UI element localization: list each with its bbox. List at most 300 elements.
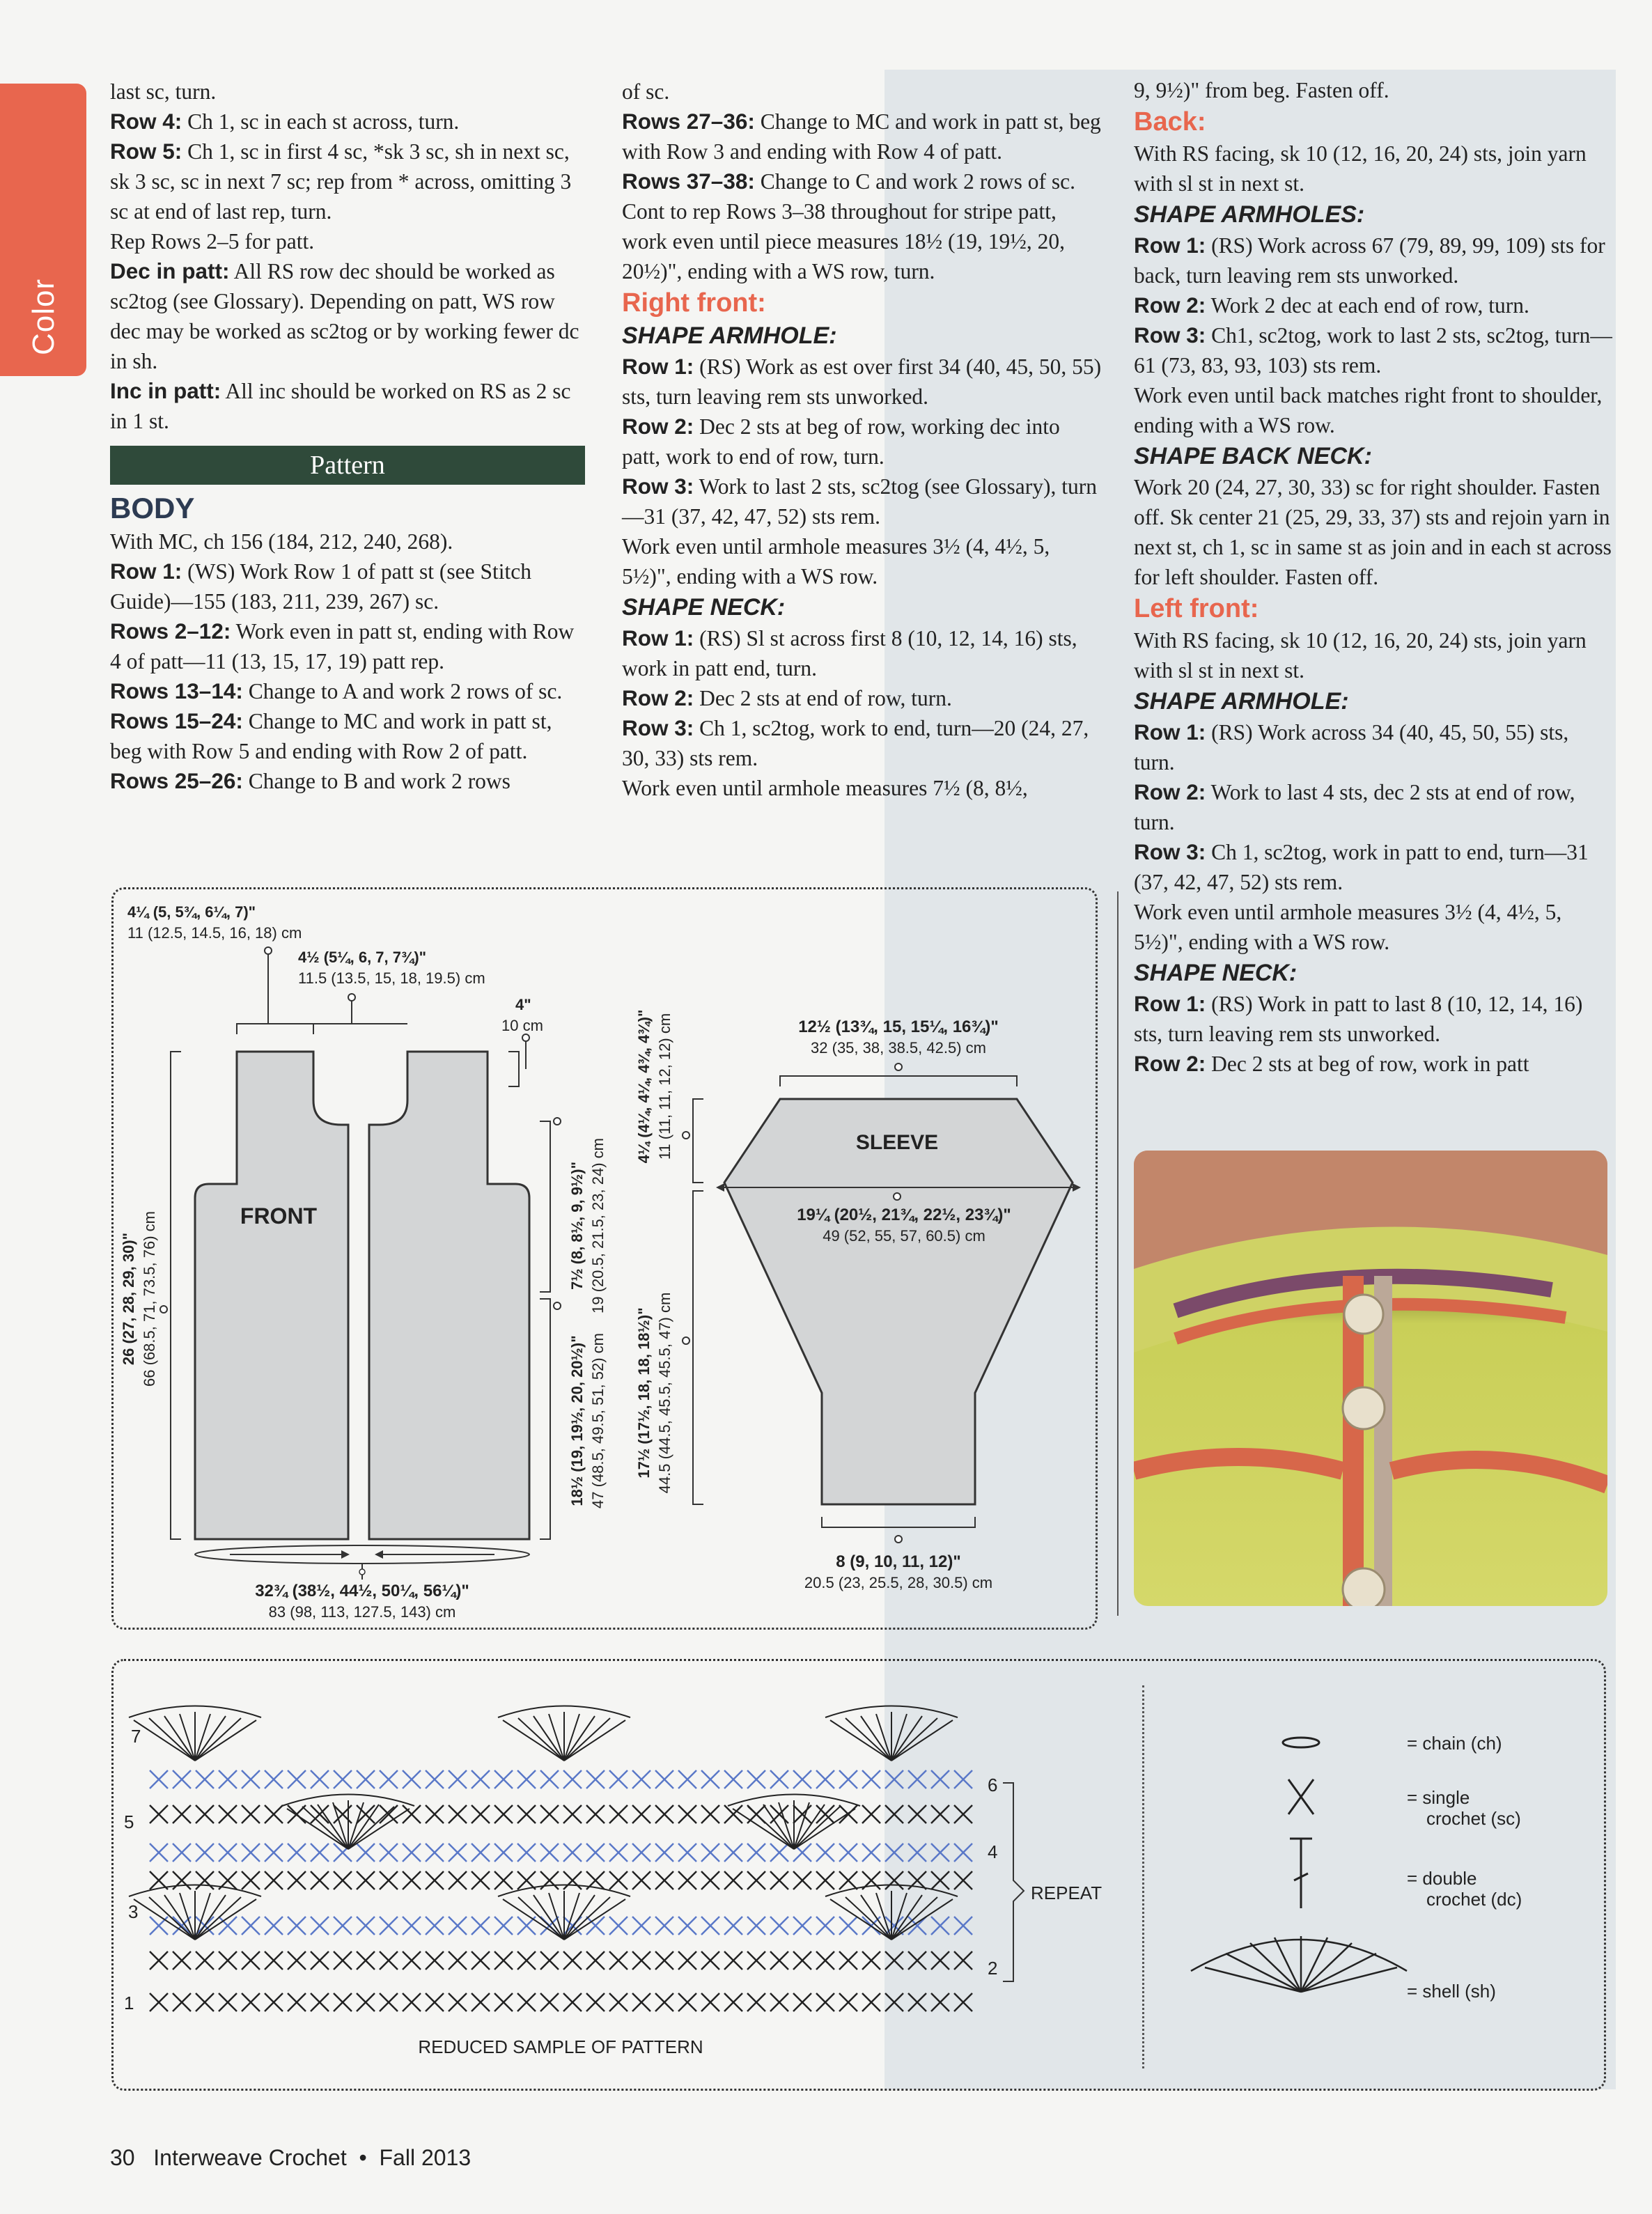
sc-stitch-mark: [839, 1843, 857, 1862]
sc-stitch-mark: [954, 1871, 972, 1889]
sc-stitch-mark: [449, 1843, 467, 1862]
length-measure-cm: 66 (68.5, 71, 73.5, 76) cm: [141, 1211, 158, 1387]
sc-stitch-mark: [954, 1917, 972, 1935]
sc-stitch-mark: [862, 1805, 880, 1823]
sc-stitch-mark: [265, 1993, 283, 2011]
sc-stitch-mark: [747, 1770, 765, 1788]
row-text: Work 2 dec at each end of row, turn.: [1206, 293, 1529, 318]
sc-stitch-mark: [862, 1993, 880, 2011]
row-label: Row 1:: [1134, 719, 1206, 745]
cap-measure: 4¼ (4¼, 4¼, 4¾, 4¾)": [635, 1009, 653, 1164]
sc-stitch-mark: [334, 1770, 352, 1788]
sc-stitch-mark: [426, 1951, 444, 1970]
text-line: 9, 9½)" from beg. Fasten off.: [1134, 78, 1389, 102]
sc-stitch-mark: [426, 1917, 444, 1935]
row-label: Dec in patt:: [110, 258, 230, 283]
sc-stitch-mark: [908, 1805, 926, 1823]
bust-measure-cm: 83 (98, 113, 127.5, 143) cm: [268, 1603, 456, 1621]
row-label: Row 1:: [622, 354, 694, 379]
sc-stitch-mark: [839, 1917, 857, 1935]
sc-stitch-mark: [494, 1843, 513, 1862]
sc-stitch-mark: [357, 1993, 375, 2011]
shoulder-measure-cm: 11 (12.5, 14.5, 16, 18) cm: [127, 924, 302, 942]
sc-stitch-mark: [449, 1770, 467, 1788]
sc-stitch-mark: [586, 1993, 605, 2011]
sc-stitch-mark: [334, 1951, 352, 1970]
sc-stitch-mark: [449, 1871, 467, 1889]
sc-stitch-mark: [724, 1805, 742, 1823]
sc-stitch-mark: [173, 1951, 191, 1970]
row-text: All RS row dec should be worked as sc2tog (see Glossary). Depending on patt, WS row dec may be worked as sc2tog or by working fewer dc in sh.: [110, 259, 579, 373]
sc-stitch-mark: [380, 1871, 398, 1889]
sc-stitch-mark: [242, 1805, 260, 1823]
row-label: Row 1:: [622, 625, 694, 650]
sc-stitch-mark: [747, 1871, 765, 1889]
row-text: Change to MC and work in patt st, beg with Row 5 and ending with Row 2 of patt.: [110, 709, 552, 763]
sc-stitch-mark: [678, 1871, 696, 1889]
sc-stitch-mark: [609, 1951, 628, 1970]
sc-stitch-mark: [334, 1993, 352, 2011]
sc-stitch-mark: [219, 1993, 237, 2011]
sc-stitch-mark: [954, 1993, 972, 2011]
neck-measure-cm: 11.5 (13.5, 15, 18, 19.5) cm: [298, 969, 485, 987]
sleevelength-measure: 17½ (17½, 18, 18, 18½)": [635, 1307, 653, 1479]
sc-stitch-mark: [862, 1951, 880, 1970]
shell-stitch-mark: [282, 1795, 414, 1850]
sc-stitch-mark: [678, 1917, 696, 1935]
sc-stitch-mark: [586, 1770, 605, 1788]
sc-stitch-mark: [563, 1843, 582, 1862]
sc-stitch-mark: [931, 1917, 949, 1935]
sc-stitch-mark: [701, 1917, 719, 1935]
cap-measure-cm: 11 (11, 11, 12, 12) cm: [656, 1013, 673, 1160]
sc-stitch-mark: [793, 1770, 811, 1788]
sc-stitch-mark: [862, 1770, 880, 1788]
sc-stitch-mark: [242, 1770, 260, 1788]
sc-stitch-mark: [288, 1770, 306, 1788]
sc-stitch-mark: [724, 1951, 742, 1970]
sc-stitch-mark: [724, 1871, 742, 1889]
sc-stitch-mark: [311, 1951, 329, 1970]
sc-stitch-mark: [311, 1871, 329, 1889]
sc-stitch-mark: [242, 1871, 260, 1889]
sc-stitch-mark: [655, 1951, 673, 1970]
sc-stitch-mark: [265, 1871, 283, 1889]
chain-icon: [1283, 1738, 1319, 1747]
text-line: Work even until back matches right front to shoulder, ending with a WS row.: [1134, 383, 1603, 437]
sc-stitch-mark: [403, 1843, 421, 1862]
repeat-bracket: [1003, 1783, 1024, 1981]
sc-stitch-mark: [931, 1770, 949, 1788]
sc-stitch-mark: [609, 1805, 628, 1823]
neckdepth-measure: 4": [515, 996, 531, 1013]
text-line: With MC, ch 156 (184, 212, 240, 268).: [110, 529, 453, 554]
sleeve-label: SLEEVE: [855, 1131, 939, 1154]
sc-stitch-mark: [380, 1843, 398, 1862]
sc-stitch-mark: [885, 1843, 903, 1862]
legend-shell: = shell (sh): [1407, 1981, 1496, 2002]
row-text: Ch1, sc2tog, work to last 2 sts, sc2tog, turn—61 (73, 83, 93, 103) sts rem.: [1134, 323, 1612, 377]
row-text: Change to B and work 2 rows: [242, 769, 511, 793]
row-text: Dec 2 sts at end of row, turn.: [694, 686, 952, 710]
sc-stitch-mark: [242, 1951, 260, 1970]
row-label: Row 5:: [110, 139, 182, 164]
row-label: Row 3:: [1134, 322, 1206, 348]
sc-stitch-mark: [150, 1770, 168, 1788]
sc-stitch-mark: [793, 1951, 811, 1970]
sc-stitch-mark: [609, 1871, 628, 1889]
sc-stitch-mark: [288, 1951, 306, 1970]
text-line: With RS facing, sk 10 (12, 16, 20, 24) sts, join yarn with sl st in next st.: [1134, 141, 1587, 196]
sc-stitch-mark: [196, 1770, 214, 1788]
sc-stitch-mark: [908, 1917, 926, 1935]
sc-stitch-mark: [494, 1805, 513, 1823]
row-text: Ch 1, sc in first 4 sc, *sk 3 sc, sh in next sc, sk 3 sc, sc in next 7 sc; rep from * across, omitting 3 sc at end of last rep, turn.: [110, 139, 572, 224]
sc-stitch-mark: [403, 1871, 421, 1889]
row-label: Rows 25–26:: [110, 768, 243, 793]
sc-stitch-mark: [954, 1805, 972, 1823]
row-label: Row 3:: [1134, 839, 1206, 864]
page-footer: [110, 2145, 471, 2171]
row-label: Row 2:: [622, 414, 694, 439]
shoulder-measure: 4¼ (5, 5¾, 6¼, 7)": [127, 903, 256, 921]
sc-stitch-mark: [839, 1770, 857, 1788]
sc-stitch-mark: [609, 1917, 628, 1935]
sc-stitch-mark: [563, 1993, 582, 2011]
sc-stitch-mark: [196, 1871, 214, 1889]
sc-stitch-mark: [632, 1993, 650, 2011]
sc-stitch-mark: [678, 1993, 696, 2011]
sc-stitch-mark: [609, 1993, 628, 2011]
sc-stitch-mark: [632, 1917, 650, 1935]
row-label: Row 3:: [622, 715, 694, 740]
sc-stitch-mark: [380, 1993, 398, 2011]
sc-stitch-mark: [265, 1770, 283, 1788]
legend-sc: crochet (sc): [1426, 1808, 1521, 1829]
text-line: Work 20 (24, 27, 30, 33) sc for right shoulder. Fasten off. Sk center 21 (25, 29, 33, 37) sts and rejoin yarn in next st, ch 1, sc in same st as join and in each st across for left shoulder. Fasten off.: [1134, 475, 1612, 589]
sc-stitch-mark: [196, 1951, 214, 1970]
row-number: 5: [124, 1811, 134, 1832]
sc-stitch-mark: [517, 1951, 536, 1970]
row-label: Rows 15–24:: [110, 708, 243, 733]
neck-measure: 4½ (5¼, 6, 7, 7¾)": [298, 949, 427, 966]
sc-stitch-mark: [242, 1917, 260, 1935]
sc-stitch-mark: [403, 1993, 421, 2011]
sc-stitch-mark: [885, 1951, 903, 1970]
row-number: 7: [131, 1726, 141, 1747]
sc-stitch-mark: [609, 1770, 628, 1788]
sc-stitch-mark: [747, 1843, 765, 1862]
sc-stitch-mark: [954, 1843, 972, 1862]
sc-stitch-mark: [196, 1805, 214, 1823]
subsection-heading: SHAPE NECK:: [1134, 960, 1298, 986]
sc-stitch-mark: [472, 1871, 490, 1889]
sc-stitch-mark: [517, 1993, 536, 2011]
dc-icon: [1290, 1839, 1312, 1908]
sc-stitch-mark: [655, 1770, 673, 1788]
length-measure: 26 (27, 28, 29, 30)": [120, 1232, 137, 1366]
sc-stitch-mark: [839, 1871, 857, 1889]
sc-stitch-mark: [426, 1770, 444, 1788]
sc-stitch-mark: [357, 1770, 375, 1788]
sc-stitch-mark: [632, 1951, 650, 1970]
sc-stitch-mark: [380, 1951, 398, 1970]
row-label: Row 3:: [622, 474, 694, 499]
sc-stitch-mark: [357, 1951, 375, 1970]
sc-stitch-mark: [885, 1805, 903, 1823]
text-line: last sc, turn.: [110, 79, 217, 104]
sc-stitch-mark: [173, 1871, 191, 1889]
row-label: Row 1:: [1134, 233, 1206, 258]
sc-stitch-mark: [403, 1770, 421, 1788]
sc-stitch-mark: [494, 1770, 513, 1788]
sc-stitch-mark: [885, 1871, 903, 1889]
sc-stitch-mark: [219, 1770, 237, 1788]
sc-stitch-mark: [150, 1951, 168, 1970]
sc-stitch-mark: [816, 1993, 834, 2011]
sc-stitch-mark: [908, 1951, 926, 1970]
section-heading: Right front:: [622, 288, 766, 318]
sc-stitch-mark: [839, 1805, 857, 1823]
sc-stitch-mark: [724, 1993, 742, 2011]
sc-stitch-mark: [586, 1843, 605, 1862]
sc-stitch-mark: [288, 1993, 306, 2011]
sc-stitch-mark: [150, 1993, 168, 2011]
sc-stitch-mark: [494, 1871, 513, 1889]
sc-stitch-mark: [770, 1871, 788, 1889]
row-text: Work to last 4 sts, dec 2 sts at end of row, turn.: [1134, 780, 1575, 834]
sc-stitch-mark: [403, 1951, 421, 1970]
sc-stitch-mark: [517, 1770, 536, 1788]
sc-stitch-mark: [150, 1843, 168, 1862]
sc-stitch-mark: [517, 1843, 536, 1862]
row-text: (RS) Work across 67 (79, 89, 99, 109) sts for back, turn leaving rem sts unworked.: [1134, 233, 1605, 288]
shell-icon: [1191, 1936, 1407, 1992]
sc-stitch-mark: [839, 1951, 857, 1970]
page-number: 30: [110, 2145, 135, 2170]
sc-stitch-mark: [701, 1843, 719, 1862]
legend-sc: = single: [1407, 1787, 1470, 1808]
sc-stitch-mark: [540, 1843, 559, 1862]
sc-stitch-mark: [426, 1805, 444, 1823]
row-text: (RS) Work in patt to last 8 (10, 12, 14, 16) sts, turn leaving rem sts unworked.: [1134, 992, 1583, 1046]
row-label: Rows 13–14:: [110, 678, 243, 703]
sc-stitch-mark: [793, 1993, 811, 2011]
sc-stitch-mark: [472, 1843, 490, 1862]
sc-stitch-mark: [449, 1951, 467, 1970]
text-line: Work even until armhole measures 3½ (4, 4½, 5, 5½)", ending with a WS row.: [622, 534, 1050, 588]
sc-stitch-mark: [173, 1993, 191, 2011]
section-heading: Left front:: [1134, 594, 1259, 623]
subsection-heading: SHAPE NECK:: [622, 594, 786, 621]
sc-stitch-mark: [908, 1993, 926, 2011]
sc-stitch-mark: [931, 1993, 949, 2011]
row-text: Change to MC and work in patt st, beg with Row 3 and ending with Row 4 of patt.: [622, 109, 1101, 164]
sc-icon: [1288, 1779, 1314, 1814]
sc-stitch-mark: [219, 1951, 237, 1970]
sc-stitch-mark: [747, 1951, 765, 1970]
row-text: Work to last 2 sts, sc2tog (see Glossary), turn—31 (37, 42, 47, 52) sts rem.: [622, 474, 1097, 529]
sc-stitch-mark: [655, 1917, 673, 1935]
sc-stitch-mark: [517, 1871, 536, 1889]
issue-date: Fall 2013: [379, 2145, 472, 2170]
sc-stitch-mark: [885, 1993, 903, 2011]
sc-stitch-mark: [563, 1951, 582, 1970]
sc-stitch-mark: [632, 1770, 650, 1788]
sc-stitch-mark: [747, 1993, 765, 2011]
sc-stitch-mark: [311, 1917, 329, 1935]
sc-stitch-mark: [770, 1917, 788, 1935]
sc-stitch-mark: [265, 1843, 283, 1862]
bodylength-measure: 18½ (19, 19½, 20, 20½)": [568, 1335, 586, 1506]
sc-stitch-mark: [816, 1917, 834, 1935]
repeat-label: REPEAT: [1031, 1882, 1102, 1903]
sc-stitch-mark: [219, 1917, 237, 1935]
row-text: Work even in patt st, ending with Row 4 of patt—11 (13, 15, 17, 19) patt rep.: [110, 619, 575, 673]
row-label: Row 1:: [1134, 991, 1206, 1016]
sc-stitch-mark: [219, 1843, 237, 1862]
sc-stitch-mark: [931, 1843, 949, 1862]
row-label: Row 2:: [1134, 779, 1206, 804]
sleevetop-measure: 12½ (13¾, 15, 15¼, 16¾)": [798, 1018, 999, 1036]
upperarm-measure: 19¼ (20½, 21¾, 22½, 23¾)": [797, 1206, 1011, 1224]
armhole-measure: 7½ (8, 8½, 9, 9½)": [568, 1161, 586, 1291]
footer-bullet: •: [359, 2145, 367, 2170]
sc-stitch-mark: [494, 1951, 513, 1970]
sc-stitch-mark: [472, 1805, 490, 1823]
sc-stitch-mark: [449, 1917, 467, 1935]
sc-stitch-mark: [288, 1871, 306, 1889]
sc-stitch-mark: [472, 1993, 490, 2011]
row-text: (WS) Work Row 1 of patt st (see Stitch Guide)—155 (183, 211, 239, 267) sc.: [110, 559, 531, 614]
sc-stitch-mark: [632, 1843, 650, 1862]
sc-stitch-mark: [196, 1843, 214, 1862]
legend-chain: = chain (ch): [1407, 1733, 1502, 1754]
sleevelength-measure-cm: 44.5 (44.5, 45.5, 45.5, 47) cm: [656, 1292, 673, 1494]
section-heading: BODY: [110, 492, 195, 524]
sc-stitch-mark: [931, 1951, 949, 1970]
sc-stitch-mark: [494, 1993, 513, 2011]
row-label: Row 1:: [110, 559, 182, 584]
sc-stitch-mark: [701, 1951, 719, 1970]
sc-stitch-mark: [563, 1770, 582, 1788]
sc-stitch-mark: [701, 1871, 719, 1889]
armhole-measure-cm: 19 (20.5, 21.5, 23, 24) cm: [589, 1138, 607, 1313]
sc-stitch-mark: [265, 1917, 283, 1935]
sc-stitch-mark: [954, 1951, 972, 1970]
legend-dc: = double: [1407, 1868, 1477, 1889]
sc-stitch-mark: [540, 1805, 559, 1823]
sc-stitch-mark: [563, 1805, 582, 1823]
sc-stitch-mark: [540, 1770, 559, 1788]
row-label: Rows 2–12:: [110, 618, 231, 644]
shell-stitch-mark: [498, 1706, 630, 1761]
cuff-measure-cm: 20.5 (23, 25.5, 28, 30.5) cm: [804, 1574, 993, 1591]
text-line: Cont to rep Rows 3–38 throughout for stripe patt, work even until piece measures 18½ (19, 19½, 20, 20½)", ending with a WS row, turn.: [622, 199, 1065, 283]
sc-stitch-mark: [770, 1993, 788, 2011]
sc-stitch-mark: [816, 1770, 834, 1788]
sc-stitch-mark: [380, 1805, 398, 1823]
sc-stitch-mark: [334, 1871, 352, 1889]
sc-stitch-mark: [931, 1805, 949, 1823]
sc-stitch-mark: [701, 1993, 719, 2011]
row-number: 3: [128, 1901, 139, 1922]
section-heading: Back:: [1134, 107, 1206, 137]
sc-stitch-mark: [357, 1843, 375, 1862]
shell-stitch-mark: [825, 1706, 958, 1761]
sc-stitch-mark: [908, 1770, 926, 1788]
text-line: Work even until armhole measures 3½ (4, 4½, 5, 5½)", ending with a WS row.: [1134, 900, 1562, 954]
sc-stitch-mark: [472, 1951, 490, 1970]
row-label: Inc in patt:: [110, 378, 221, 403]
sc-stitch-mark: [678, 1805, 696, 1823]
bodylength-measure-cm: 47 (48.5, 49.5, 51, 52) cm: [589, 1333, 607, 1509]
sc-stitch-mark: [908, 1843, 926, 1862]
sc-stitch-mark: [678, 1951, 696, 1970]
row-label: Row 2:: [1134, 293, 1206, 318]
row-text: (RS) Sl st across first 8 (10, 12, 14, 16) sts, work in patt end, turn.: [622, 626, 1077, 680]
row-label: Row 2:: [1134, 1051, 1206, 1076]
row-text: Ch 1, sc in each st across, turn.: [182, 109, 460, 134]
text-line: Work even until armhole measures 7½ (8, 8½,: [622, 776, 1028, 800]
row-text: Change to A and work 2 rows of sc.: [242, 679, 563, 703]
sc-stitch-mark: [632, 1805, 650, 1823]
sc-stitch-mark: [724, 1843, 742, 1862]
row-number: 4: [988, 1841, 998, 1862]
sc-stitch-mark: [173, 1843, 191, 1862]
row-label: Rows 37–38:: [622, 169, 755, 194]
sc-stitch-mark: [816, 1871, 834, 1889]
sc-stitch-mark: [288, 1917, 306, 1935]
sc-stitch-mark: [839, 1993, 857, 2011]
sc-stitch-mark: [632, 1871, 650, 1889]
sc-stitch-mark: [517, 1805, 536, 1823]
row-number: 6: [988, 1775, 998, 1795]
sc-stitch-mark: [701, 1805, 719, 1823]
sc-stitch-mark: [426, 1843, 444, 1862]
sc-stitch-mark: [586, 1951, 605, 1970]
magazine-name: Interweave Crochet: [153, 2145, 347, 2170]
row-text: Ch 1, sc2tog, work to end, turn—20 (24, 27, 30, 33) sts rem.: [622, 716, 1089, 770]
sc-stitch-mark: [173, 1770, 191, 1788]
sc-stitch-mark: [586, 1805, 605, 1823]
sleevetop-measure-cm: 32 (35, 38, 38.5, 42.5) cm: [811, 1039, 986, 1057]
sc-stitch-mark: [150, 1805, 168, 1823]
sc-stitch-mark: [862, 1843, 880, 1862]
subsection-heading: SHAPE ARMHOLE:: [1134, 688, 1349, 715]
sc-stitch-mark: [770, 1843, 788, 1862]
row-text: All inc should be worked on RS as 2 sc in 1 st.: [110, 379, 571, 433]
shell-stitch-mark: [129, 1706, 261, 1761]
sc-stitch-mark: [655, 1993, 673, 2011]
sc-stitch-mark: [472, 1917, 490, 1935]
sc-stitch-mark: [678, 1770, 696, 1788]
bust-measure: 32¾ (38½, 44½, 50¼, 56¼)": [255, 1582, 469, 1600]
sc-stitch-mark: [954, 1770, 972, 1788]
sc-stitch-mark: [449, 1805, 467, 1823]
row-label: Row 4:: [110, 109, 182, 134]
sc-stitch-mark: [494, 1917, 513, 1935]
sc-stitch-mark: [655, 1843, 673, 1862]
row-text: (RS) Work as est over first 34 (40, 45, 50, 55) sts, turn leaving rem sts unworked.: [622, 354, 1102, 409]
text-line: of sc.: [622, 79, 670, 104]
sc-stitch-mark: [563, 1871, 582, 1889]
neckdepth-measure-cm: 10 cm: [501, 1017, 543, 1034]
text-line: Rep Rows 2–5 for patt.: [110, 229, 315, 254]
text-line: With RS facing, sk 10 (12, 16, 20, 24) sts, join yarn with sl st in next st.: [1134, 628, 1587, 683]
sc-stitch-mark: [770, 1805, 788, 1823]
cuff-measure: 8 (9, 10, 11, 12)": [836, 1552, 961, 1571]
